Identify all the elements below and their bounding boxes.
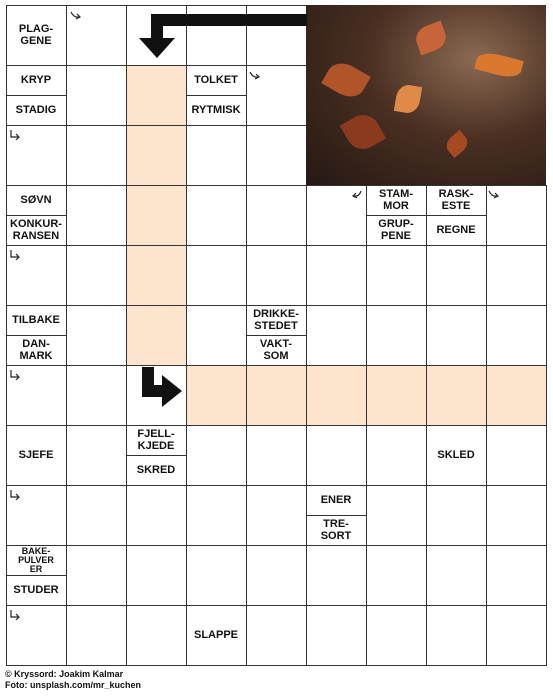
clue-skled: SKLED xyxy=(437,449,475,461)
author-credit: © Kryssord: Joakim Kalmar xyxy=(5,669,124,679)
split-divider xyxy=(186,95,246,96)
clue-stadig: STADIG xyxy=(15,104,57,116)
answer-cell[interactable] xyxy=(486,605,547,666)
answer-cell[interactable] xyxy=(366,245,427,306)
hook-arrow-icon xyxy=(351,189,363,201)
highlighted-answer-cell[interactable] xyxy=(126,65,187,126)
answer-cell[interactable] xyxy=(426,605,487,666)
clue-tilbake: TILBAKE xyxy=(12,314,60,326)
highlighted-answer-cell[interactable] xyxy=(126,305,187,366)
answer-cell[interactable] xyxy=(246,605,307,666)
answer-cell[interactable] xyxy=(186,485,247,546)
answer-cell[interactable] xyxy=(246,485,307,546)
answer-cell[interactable] xyxy=(66,545,127,606)
highlighted-answer-cell[interactable] xyxy=(186,365,247,426)
clue-danmark: DAN- MARK xyxy=(19,338,53,362)
answer-cell[interactable] xyxy=(486,425,547,486)
answer-cell[interactable] xyxy=(246,545,307,606)
answer-cell[interactable] xyxy=(66,365,127,426)
highlighted-answer-cell[interactable] xyxy=(126,185,187,246)
answer-cell[interactable] xyxy=(126,485,187,546)
clue-tolket: TOLKET xyxy=(194,74,238,86)
highlighted-answer-cell[interactable] xyxy=(126,125,187,186)
autumn-leaves-photo xyxy=(306,5,546,185)
answer-cell[interactable] xyxy=(306,425,367,486)
answer-cell[interactable] xyxy=(186,125,247,186)
clue-vaktsom: VAKT- SOM xyxy=(259,338,293,362)
answer-cell[interactable] xyxy=(246,245,307,306)
answer-cell[interactable] xyxy=(246,185,307,246)
hook-arrow-icon xyxy=(9,129,21,141)
thick-arrow-down-icon xyxy=(131,9,307,61)
answer-cell[interactable] xyxy=(126,545,187,606)
clue-drikkestedet: DRIKKE- STEDET xyxy=(253,308,299,332)
answer-cell[interactable] xyxy=(306,305,367,366)
answer-cell[interactable] xyxy=(486,545,547,606)
answer-cell[interactable] xyxy=(366,425,427,486)
hook-arrow-icon xyxy=(9,609,21,621)
answer-cell[interactable] xyxy=(306,545,367,606)
split-divider xyxy=(306,515,366,516)
highlighted-answer-cell[interactable] xyxy=(246,365,307,426)
clue-tresort: TRE- SORT xyxy=(320,518,352,542)
answer-cell[interactable] xyxy=(66,305,127,366)
answer-cell[interactable] xyxy=(66,185,127,246)
answer-cell[interactable] xyxy=(306,245,367,306)
answer-cell[interactable] xyxy=(366,545,427,606)
answer-cell[interactable] xyxy=(486,245,547,306)
clue-sjefe: SJEFE xyxy=(18,449,54,461)
clue-ener: ENER xyxy=(320,494,352,506)
answer-cell[interactable] xyxy=(366,305,427,366)
answer-cell[interactable] xyxy=(66,485,127,546)
clue-raskeste: RASK- ESTE xyxy=(438,188,474,212)
answer-cell[interactable] xyxy=(486,485,547,546)
clue-bakepulver: BAKE- PULVER ER xyxy=(18,545,54,574)
answer-cell[interactable] xyxy=(66,605,127,666)
clue-slappe: SLAPPE xyxy=(193,629,238,641)
clue-rytmisk: RYTMISK xyxy=(191,104,241,116)
clue-gruppene: GRUP- PENE xyxy=(378,218,414,242)
answer-cell[interactable] xyxy=(366,605,427,666)
split-divider xyxy=(126,455,186,456)
answer-cell[interactable] xyxy=(186,185,247,246)
highlighted-answer-cell[interactable] xyxy=(426,365,487,426)
answer-cell[interactable] xyxy=(426,305,487,366)
highlighted-answer-cell[interactable] xyxy=(486,365,547,426)
answer-cell[interactable] xyxy=(186,245,247,306)
hook-arrow-icon xyxy=(488,189,500,201)
answer-cell[interactable] xyxy=(486,305,547,366)
clue-regne: REGNE xyxy=(436,224,476,236)
clue-studer: STUDER xyxy=(13,584,59,596)
answer-cell[interactable] xyxy=(66,245,127,306)
answer-cell[interactable] xyxy=(246,425,307,486)
clue-skred: SKRED xyxy=(136,464,176,476)
hook-arrow-icon xyxy=(9,369,21,381)
split-divider xyxy=(6,575,66,576)
clue-fjellkjede: FJELL- KJEDE xyxy=(137,428,175,452)
crossword-board xyxy=(6,5,546,665)
answer-cell[interactable] xyxy=(426,545,487,606)
answer-cell[interactable] xyxy=(306,605,367,666)
split-divider xyxy=(6,95,66,96)
highlighted-answer-cell[interactable] xyxy=(126,245,187,306)
split-divider xyxy=(6,335,66,336)
answer-cell[interactable] xyxy=(66,425,127,486)
split-divider xyxy=(246,335,306,336)
clue-stammor: STAM- MOR xyxy=(378,188,413,212)
answer-cell[interactable] xyxy=(366,485,427,546)
answer-cell[interactable] xyxy=(426,485,487,546)
highlighted-answer-cell[interactable] xyxy=(306,365,367,426)
answer-cell[interactable] xyxy=(246,125,307,186)
thick-arrow-right-icon xyxy=(134,367,184,419)
clue-sovn: SØVN xyxy=(20,194,52,206)
hook-arrow-icon xyxy=(9,489,21,501)
clue-konkurransen: KONKUR- RANSEN xyxy=(10,218,62,242)
answer-cell[interactable] xyxy=(126,605,187,666)
clue-kryp: KRYP xyxy=(20,74,52,86)
credits xyxy=(5,669,141,691)
answer-cell[interactable] xyxy=(426,245,487,306)
hook-arrow-icon xyxy=(70,10,82,22)
hook-arrow-icon xyxy=(9,249,21,261)
clue-plaggene: PLAG- GENE xyxy=(18,23,54,47)
answer-cell[interactable] xyxy=(186,545,247,606)
answer-cell[interactable] xyxy=(66,125,127,186)
answer-cell[interactable] xyxy=(186,425,247,486)
photo-credit: Foto: unsplash.com/mr_kuchen xyxy=(5,680,142,690)
split-divider xyxy=(366,215,426,216)
answer-cell[interactable] xyxy=(66,65,127,126)
hook-arrow-icon xyxy=(249,70,261,82)
answer-cell[interactable] xyxy=(186,305,247,366)
split-divider xyxy=(426,215,486,216)
highlighted-answer-cell[interactable] xyxy=(366,365,427,426)
split-divider xyxy=(6,215,66,216)
